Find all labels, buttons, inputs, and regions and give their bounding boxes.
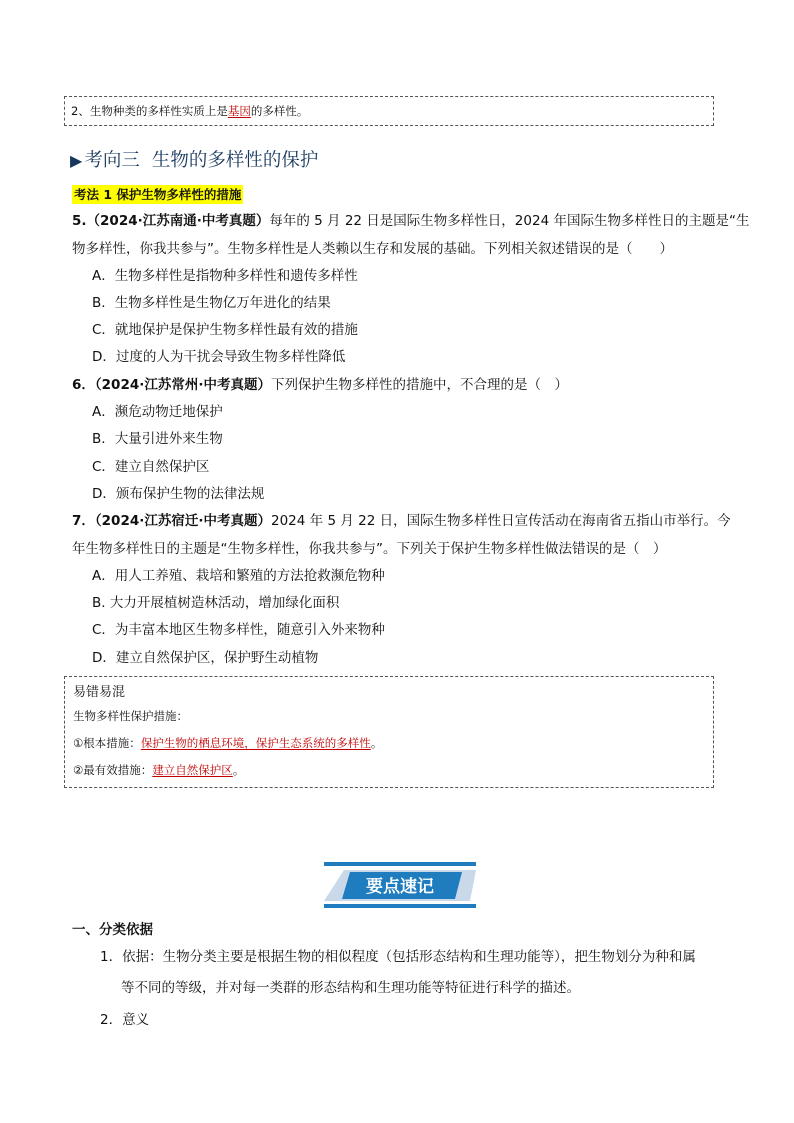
question-source: （2024·江苏常州·中考真题）: [94, 377, 271, 393]
question-text: 2024 年 5 月 22 日，国际生物多样性日宣传活动在海南省五指山市举行。今: [271, 513, 731, 529]
note-item-2-prefix: ②最有效措施：: [73, 763, 153, 777]
item-2-text: 意义: [122, 1012, 150, 1028]
note-item-1-key: 保护生物的栖息环境，保护生态系统的多样性: [140, 736, 371, 750]
item-2-line: [100, 1010, 149, 1030]
question-source: （2024·江苏南通·中考真题）: [86, 213, 270, 229]
concept-key: 基因: [227, 104, 251, 118]
triangle-marker-icon: ▶: [70, 151, 83, 170]
note-item-1-prefix: ①根本措施：: [73, 736, 141, 750]
concept-prefix: 2、生物种类的多样性实质上是: [71, 104, 228, 118]
question-7-line-2: 年生物多样性日的主题是“生物多样性，你我共参与”。下列关于保护生物多样性做法错误的是（ ）: [72, 541, 667, 557]
option-b: B. 大力开展植树造林活动，增加绿化面积: [92, 595, 340, 611]
item-2-number: 2．: [100, 1012, 123, 1028]
note-subtitle: 生物多样性保护措施：: [73, 709, 188, 723]
option-b: B．生物多样性是生物亿万年进化的结果: [92, 295, 331, 311]
concept-line: [71, 103, 308, 119]
note-item-2-suffix: 。: [232, 763, 245, 777]
option-c: C．就地保护是保护生物多样性最有效的措施: [92, 322, 358, 338]
note-item-1-suffix: 。: [370, 736, 383, 750]
item-1-line-1: [100, 947, 696, 967]
question-6-line-1: [72, 376, 568, 394]
note-title: 易错易混: [73, 685, 126, 700]
item-1-number: 1．: [100, 949, 123, 965]
question-7-line-1: [72, 512, 731, 530]
question-text: 每年的 5 月 22 日是国际生物多样性日，2024 年国际生物多样性日的主题是“生: [269, 213, 750, 229]
concept-box: [64, 96, 714, 126]
note-item-2-key: 建立自然保护区: [152, 763, 233, 777]
question-number: 6．: [72, 377, 95, 393]
part-heading: 一、分类依据: [72, 922, 153, 938]
option-d: D．建立自然保护区，保护野生动植物: [92, 650, 319, 666]
option-a: A．用人工养殖、栽培和繁殖的方法抢救濒危物种: [92, 568, 385, 584]
option-a: A．生物多样性是指物种多样性和遗传多样性: [92, 268, 358, 284]
question-number: 7．: [72, 513, 95, 529]
option-c: C．为丰富本地区生物多样性，随意引入外来物种: [92, 622, 385, 638]
option-d: D．颁布保护生物的法律法规: [92, 486, 265, 502]
question-5-line-2: 物多样性，你我共参与”。生物多样性是人类赖以生存和发展的基础。下列相关叙述错误的是（ ）: [72, 241, 673, 257]
banner-text: 要点速记: [366, 877, 434, 897]
question-text: 下列保护生物多样性的措施中，不合理的是（ ）: [271, 377, 568, 393]
item-1-text: 依据：生物分类主要是根据生物的相似程度（包括形态结构和生理功能等），把生物划分为种和属: [122, 949, 696, 965]
item-1-line-2: 等不同的等级，并对每一类群的形态结构和生理功能等特征进行科学的描述。: [121, 980, 580, 996]
note-item-1: [73, 735, 382, 751]
section-label: 考向三: [84, 150, 140, 171]
section-heading: [70, 146, 318, 172]
question-5-line-1: [72, 212, 749, 230]
option-c: C．建立自然保护区: [92, 459, 210, 475]
key-points-banner: [324, 862, 476, 908]
option-b: B．大量引进外来生物: [92, 431, 223, 447]
option-d: D．过度的人为干扰会导致生物多样性降低: [92, 349, 346, 365]
question-number: 5.: [72, 213, 87, 229]
banner-graphic: [324, 862, 476, 908]
note-box: [64, 676, 714, 788]
note-item-2: [73, 762, 244, 778]
option-a: A．濒危动物迁地保护: [92, 404, 223, 420]
question-source: （2024·江苏宿迁·中考真题）: [94, 513, 271, 529]
method-label: 考法 1 保护生物多样性的措施: [74, 187, 242, 202]
section-title: 生物的多样性的保护: [151, 150, 319, 171]
concept-suffix: 的多样性。: [250, 104, 309, 118]
